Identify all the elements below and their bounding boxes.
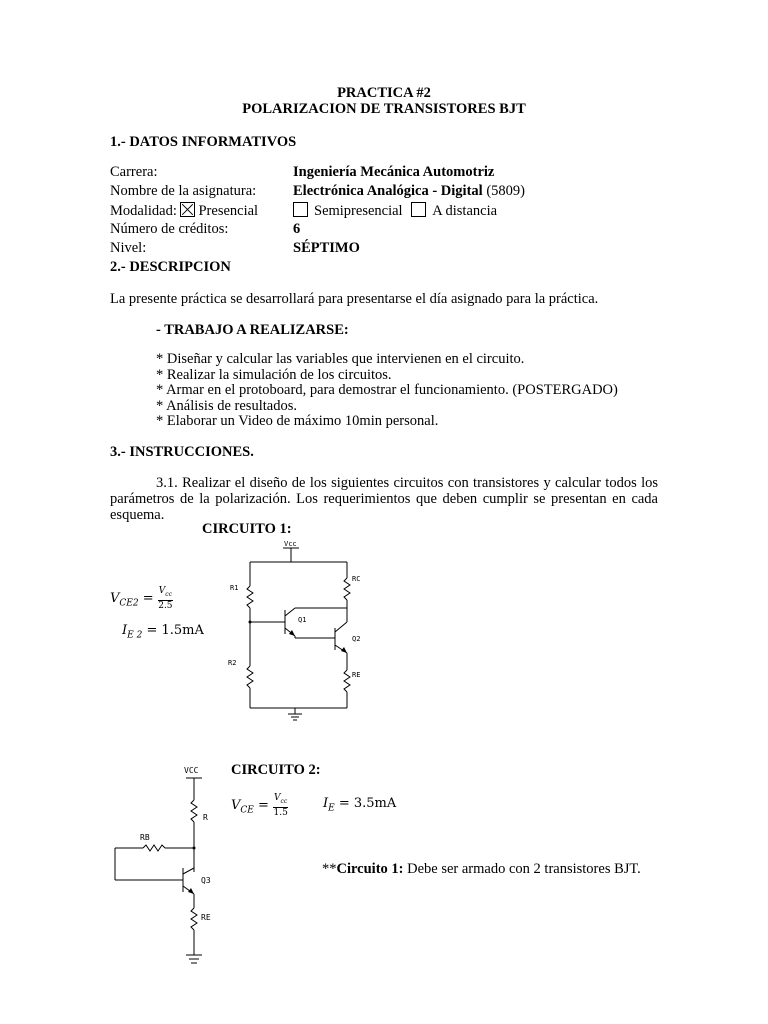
ie-subscript: E 2 <box>127 630 143 641</box>
presencial-label: Presencial <box>198 203 259 219</box>
trabajo-heading: - TRABAJO A REALIZARSE: <box>156 322 349 338</box>
section-instrucciones: 3.- INSTRUCCIONES. <box>110 444 254 460</box>
circuito1-vce-formula: $V_{CE2}$ = $V_{cc}$ 2.5 <box>110 586 173 611</box>
circuito1-note <box>322 861 641 878</box>
c2-rb-label: RB <box>140 833 150 842</box>
c1-q2-label: Q2 <box>352 635 361 643</box>
creditos-value: 6 <box>293 221 301 237</box>
ie2-symbol: I <box>323 796 329 811</box>
asignatura-value-line <box>293 183 525 200</box>
carrera-label: Carrera: <box>110 164 158 180</box>
vce2-subscript: CE <box>240 805 254 816</box>
asignatura-value: Electrónica Analógica - Digital <box>293 183 483 199</box>
title-practica: PRACTICA #2 <box>337 85 431 101</box>
modalidad-row <box>110 202 258 220</box>
carrera-value: Ingeniería Mecánica Automotriz <box>293 164 495 180</box>
semipresencial-checkbox[interactable] <box>293 202 308 217</box>
trabajo-item: * Diseñar y calcular las variables que intervienen en el circuito. <box>156 351 525 367</box>
trabajo-item: * Realizar la simulación de los circuitos. <box>156 367 392 383</box>
note-text: Debe ser armado con 2 transistores BJT. <box>403 861 641 877</box>
c1-vcc-label: Vcc <box>284 540 297 548</box>
c2-q3-label: Q3 <box>201 876 211 885</box>
c2-r-label: R <box>203 813 208 822</box>
note-prefix: ** <box>322 861 337 877</box>
circuito1-ie-formula <box>122 622 204 645</box>
c2-vcc-label: VCC <box>184 766 199 775</box>
circuito2-title: CIRCUITO 2: <box>231 762 321 778</box>
vce-subscript: CE2 <box>119 598 139 609</box>
semipresencial-label: Semipresencial <box>314 203 403 219</box>
c1-r2-label: R2 <box>228 659 237 667</box>
ie-symbol: I <box>122 623 128 638</box>
circuito2-ie-formula <box>323 795 396 818</box>
circuito1-schematic <box>225 538 375 723</box>
c1-re-label: RE <box>352 671 361 679</box>
descripcion-text: La presente práctica se desarrollará para presentarse el día asignado para la práctica. <box>110 291 599 307</box>
c2-re-label: RE <box>201 913 211 922</box>
vce2-symbol: V <box>231 797 241 813</box>
modalidad-label: Modalidad: <box>110 203 177 219</box>
vce-symbol: V <box>110 590 120 606</box>
nivel-value: SÉPTIMO <box>293 240 360 256</box>
circuito2-schematic <box>105 760 235 970</box>
instrucciones-paragraph: 3.1. Realizar el diseño de los siguientes circuitos con transistores y calcular todos los parámetros de la polarización. Los requerimientos que deben cumplir se presentan en cada esquema. <box>110 475 658 523</box>
note-bold: Circuito 1: <box>336 861 404 877</box>
circuito1-title: CIRCUITO 1: <box>202 521 292 537</box>
trabajo-item: * Elaborar un Video de máximo 10min personal. <box>156 413 439 429</box>
distancia-label: A distancia <box>432 203 498 219</box>
c1-rc-label: RC <box>352 575 361 583</box>
asignatura-code: (5809) <box>486 183 525 199</box>
creditos-label: Número de créditos: <box>110 221 229 237</box>
ie2-value: = 3.5mA <box>338 796 397 811</box>
distancia-checkbox[interactable] <box>411 202 426 217</box>
vce2-fraction: $V_{cc}$ 1.5 <box>273 793 288 818</box>
c1-q1-label: Q1 <box>298 616 307 624</box>
title-polarizacion: POLARIZACION DE TRANSISTORES BJT <box>242 101 526 117</box>
c1-r1-label: R1 <box>230 584 239 592</box>
nivel-label: Nivel: <box>110 240 147 256</box>
ie-value: = 1.5mA <box>146 623 204 638</box>
section-descripcion: 2.- DESCRIPCION <box>110 259 231 275</box>
trabajo-item: * Armar en el protoboard, para demostrar el funcionamiento. (POSTERGADO) <box>156 382 618 398</box>
vce-fraction: $V_{cc}$ 2.5 <box>158 586 173 611</box>
modalidad-options <box>293 202 497 220</box>
circuito2-vce-formula: $V_{CE}$ = $V_{cc}$ 1.5 <box>231 793 288 818</box>
presencial-checkbox[interactable] <box>180 202 195 217</box>
ie2-subscript: E <box>328 803 335 814</box>
section-datos-informativos: 1.- DATOS INFORMATIVOS <box>110 134 297 150</box>
asignatura-label: Nombre de la asignatura: <box>110 183 257 199</box>
trabajo-item: * Análisis de resultados. <box>156 398 297 414</box>
